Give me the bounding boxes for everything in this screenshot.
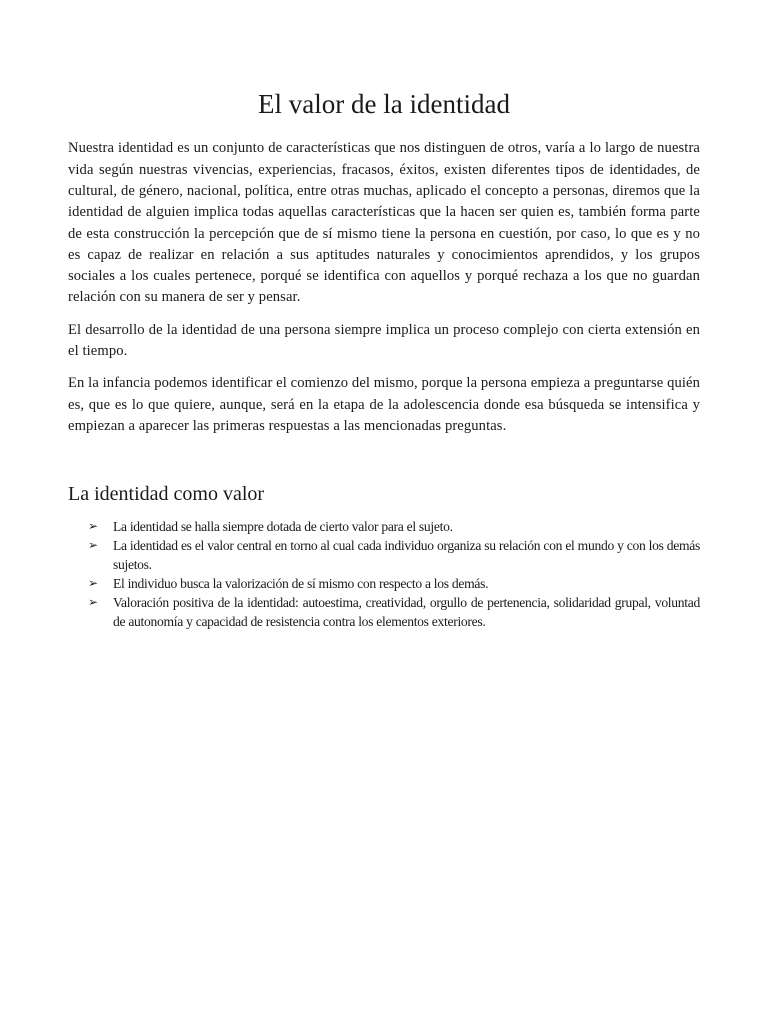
list-item-text: El individuo busca la valorización de sí mismo con respecto a los demás. <box>113 576 489 592</box>
bullet-list <box>68 517 700 631</box>
list-item <box>68 574 700 593</box>
list-item <box>68 536 700 574</box>
document-page <box>68 88 700 631</box>
paragraph-intro: Nuestra identidad es un conjunto de características que nos distinguen de otros, varía a lo largo de nuestra vida según nuestras vivencias, experiencias, fracasos, éxitos, existen diferentes tipos de identidades, de cultural, de género, nacional, política, entre otras muchas, aplicado el concepto a personas, diremos que la identidad de alguien implica todas aquellas características que la hacen ser quien es, también forma parte de esta construcción la percepción que de sí mismo tiene la persona en cuestión, por caso, lo que es y no es capaz de realizar en relación a sus aptitudes naturales y conocimientos aprendidos, y los grupos sociales a los cuales pertenece, porqué se identifica con aquellos y porqué rechaza a los que no guardan relación con su manera de ser y pensar. <box>68 140 700 306</box>
arrowhead-bullet-icon: ➢ <box>88 595 98 610</box>
list-item-text: Valoración positiva de la identidad: autoestima, creatividad, orgullo de pertenencia, solidaridad grupal, voluntad de autonomía y capacidad de resistencia contra los elementos exteriores. <box>113 595 700 630</box>
arrowhead-bullet-icon: ➢ <box>88 538 98 553</box>
document-title: El valor de la identidad <box>258 89 510 119</box>
list-item <box>68 593 700 631</box>
paragraph-childhood: En la infancia podemos identificar el comienzo del mismo, porque la persona empieza a preguntarse quién es, que es lo que quiere, aunque, será en la etapa de la adolescencia donde esa búsqueda se intensifica y empiezan a aparecer las primeras respuestas a las mencionadas preguntas. <box>68 375 700 434</box>
arrowhead-bullet-icon: ➢ <box>88 576 98 591</box>
list-item-text: La identidad es el valor central en torno al cual cada individuo organiza su relación con el mundo y con los demás sujetos. <box>113 538 700 573</box>
arrowhead-bullet-icon: ➢ <box>88 519 98 534</box>
section-title: La identidad como valor <box>68 483 265 506</box>
list-item-text: La identidad se halla siempre dotada de cierto valor para el sujeto. <box>113 519 453 535</box>
list-item <box>68 517 700 536</box>
paragraph-development: El desarrollo de la identidad de una persona siempre implica un proceso complejo con cierta extensión en el tiempo. <box>68 321 700 360</box>
